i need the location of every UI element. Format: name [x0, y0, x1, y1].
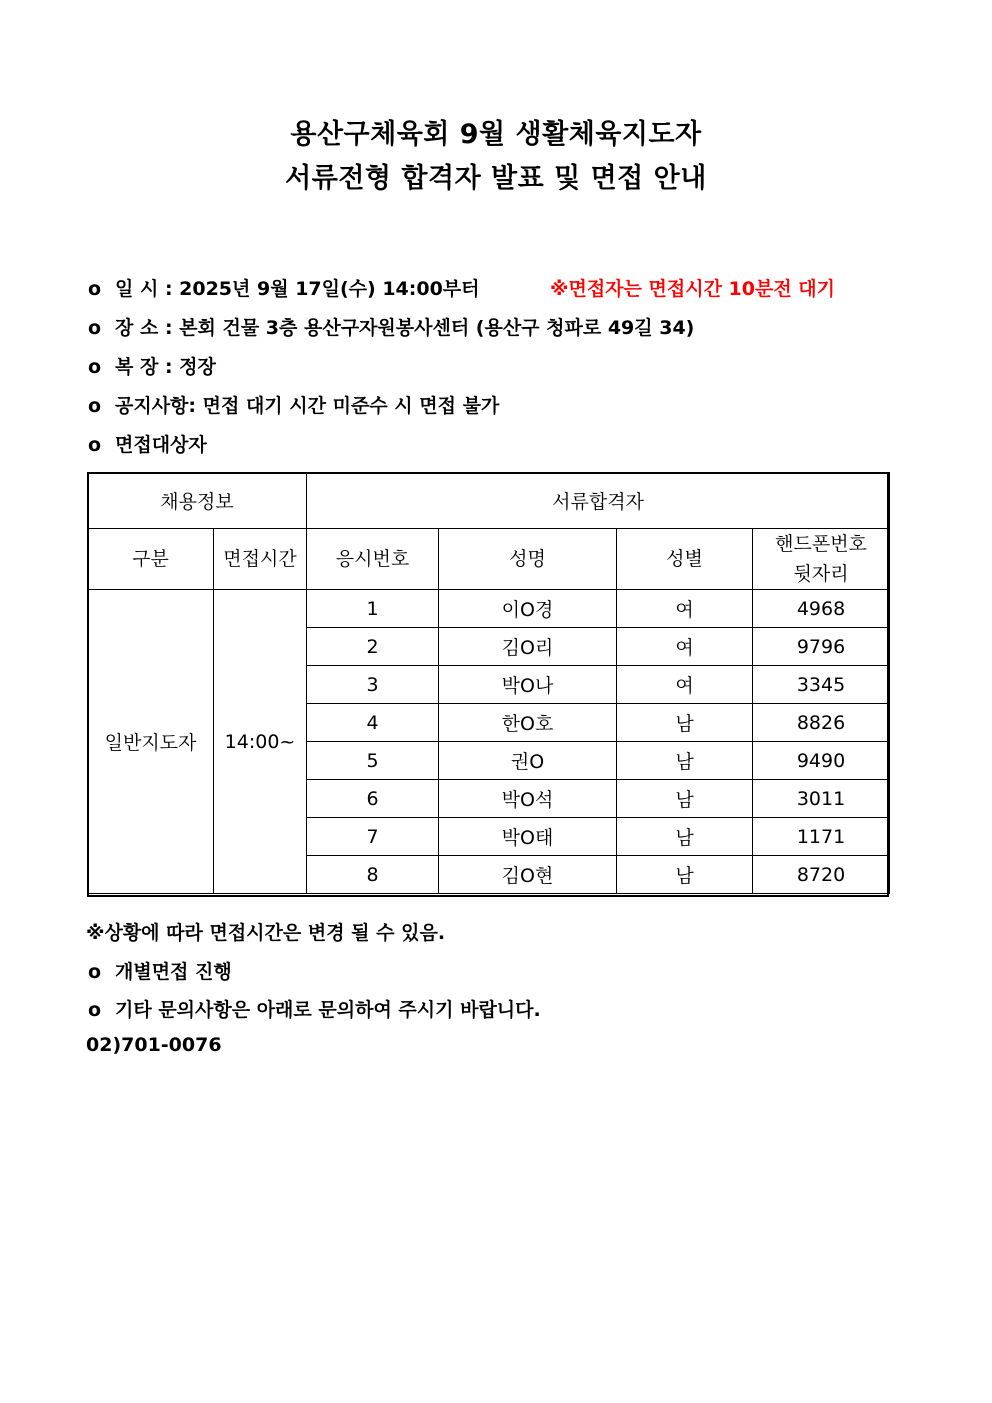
cell-name: 김O리	[439, 628, 617, 666]
info-dress-text: 복 장 : 정장	[115, 356, 216, 378]
col-header-number: 응시번호	[307, 529, 439, 590]
col-header-phone-line1: 핸드폰번호	[775, 533, 867, 555]
cell-phone: 9490	[753, 742, 890, 780]
cell-number: 2	[307, 628, 439, 666]
bullet-icon: o	[88, 356, 102, 378]
cell-gender: 여	[617, 666, 753, 704]
col-header-gender: 성별	[617, 529, 753, 590]
cell-number: 3	[307, 666, 439, 704]
cell-gender: 남	[617, 704, 753, 742]
cell-gender: 여	[617, 590, 753, 628]
page-title-line2: 서류전형 합격자 발표 및 면접 안내	[285, 163, 707, 194]
group-header-recruit-info: 채용정보	[88, 473, 307, 529]
col-header-phone-line2: 뒷자리	[793, 563, 849, 585]
footer-note: ※상황에 따라 면접시간은 변경 될 수 있음.	[86, 922, 446, 944]
cell-gender: 남	[617, 856, 753, 894]
cell-gender: 남	[617, 742, 753, 780]
col-header-phone	[753, 529, 890, 590]
group-header-passed: 서류합격자	[307, 473, 890, 529]
cell-name: 박O석	[439, 780, 617, 818]
cell-number: 6	[307, 780, 439, 818]
cell-name: 김O현	[439, 856, 617, 894]
table-column-header-row	[88, 529, 890, 590]
col-header-name: 성명	[439, 529, 617, 590]
bullet-icon: o	[88, 278, 102, 300]
bullet-icon: o	[88, 395, 102, 417]
cell-name: 이O경	[439, 590, 617, 628]
cell-number: 5	[307, 742, 439, 780]
cell-phone: 8826	[753, 704, 890, 742]
footer-individual	[88, 957, 232, 984]
info-place	[88, 313, 694, 340]
cell-time: 14:00~	[214, 590, 307, 894]
cell-number: 8	[307, 856, 439, 894]
footer-individual-text: 개별면접 진행	[115, 961, 232, 983]
cell-phone: 1171	[753, 818, 890, 856]
cell-name: 권O	[439, 742, 617, 780]
cell-phone: 9796	[753, 628, 890, 666]
cell-gender: 남	[617, 818, 753, 856]
cell-category: 일반지도자	[88, 590, 214, 894]
cell-gender: 남	[617, 780, 753, 818]
info-dress	[88, 352, 216, 379]
bullet-icon: o	[88, 999, 102, 1021]
candidates-table	[87, 472, 890, 894]
bullet-icon: o	[88, 434, 102, 456]
date-notice: ※면접자는 면접시간 10분전 대기	[550, 278, 836, 300]
info-date	[88, 274, 480, 301]
info-date-text: 일 시 : 2025년 9월 17일(수) 14:00부터	[115, 278, 480, 300]
contact-phone: 02)701-0076	[86, 1034, 222, 1056]
cell-name: 박O태	[439, 818, 617, 856]
info-notice	[88, 391, 499, 418]
info-place-text: 장 소 : 본회 건물 3층 용산구자원봉사센터 (용산구 청파로 49길 34)	[115, 317, 695, 339]
footer-inquiry-text: 기타 문의사항은 아래로 문의하여 주시기 바랍니다.	[115, 999, 541, 1021]
col-header-time: 면접시간	[214, 529, 307, 590]
cell-gender: 여	[617, 628, 753, 666]
table-row	[88, 590, 890, 628]
cell-phone: 3345	[753, 666, 890, 704]
cell-phone: 4968	[753, 590, 890, 628]
cell-number: 4	[307, 704, 439, 742]
info-targets	[88, 430, 207, 457]
page-title-line1: 용산구체육회 9월 생활체육지도자	[290, 119, 702, 150]
bullet-icon: o	[88, 317, 102, 339]
cell-phone: 8720	[753, 856, 890, 894]
cell-number: 1	[307, 590, 439, 628]
cell-number: 7	[307, 818, 439, 856]
info-notice-text: 공지사항: 면접 대기 시간 미준수 시 면접 불가	[115, 395, 500, 417]
cell-phone: 3011	[753, 780, 890, 818]
info-targets-text: 면접대상자	[115, 434, 207, 456]
col-header-category: 구분	[88, 529, 214, 590]
table-group-header-row	[88, 473, 890, 529]
cell-name: 박O나	[439, 666, 617, 704]
footer-inquiry	[88, 995, 541, 1022]
cell-name: 한O호	[439, 704, 617, 742]
bullet-icon: o	[88, 961, 102, 983]
